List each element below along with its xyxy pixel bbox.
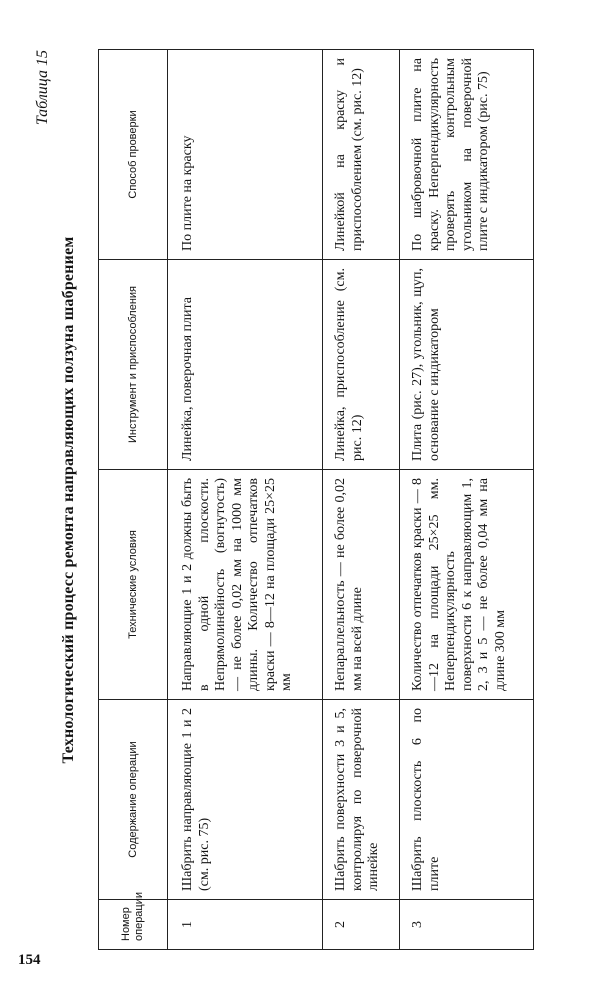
column-header: Технические условия <box>99 470 168 700</box>
technical-conditions: Количество отпечатков краски — 8—12 на площади 25×25 мм. Неперпендикулярность поверхности 6 к направляющим 1, 2, 3 и 5 — не более 0,04 мм на длине 300 мм <box>400 470 534 700</box>
operation-number: 3 <box>400 900 534 950</box>
technical-conditions: Непараллельность — не более 0,02 мм на всей длине <box>323 470 400 700</box>
table-row <box>323 50 400 950</box>
page-number: 154 <box>18 952 41 968</box>
operation-number: 1 <box>168 900 323 950</box>
tools-and-fixtures: Линейка, поверочная плита <box>168 260 323 470</box>
table-title: Технологический процесс ремонта направляющих ползуна шабрением <box>60 236 77 764</box>
operation-content: Шабрить плоскость 6 по плите <box>400 700 534 900</box>
column-header: Содержание операции <box>99 700 168 900</box>
operation-content: Шабрить поверхности 3 и 5, контролируя по поверочной линейке <box>323 700 400 900</box>
operation-number: 2 <box>323 900 400 950</box>
column-header: Номер операции <box>99 900 168 950</box>
table-row <box>168 50 323 950</box>
repair-process-table <box>98 49 534 950</box>
check-method: По шабровочной плите на краску. Неперпендикулярность проверять контрольным угольником на поверочной плите с индикатором (рис. 75) <box>400 50 534 260</box>
operation-content: Шабрить направляющие 1 и 2 (см. рис. 75) <box>168 700 323 900</box>
tools-and-fixtures: Линейка, приспособление (см. рис. 12) <box>323 260 400 470</box>
table-header-row <box>99 50 168 950</box>
column-header: Способ проверки <box>99 50 168 260</box>
check-method: Линейкой на краску и приспособлением (см. рис. 12) <box>323 50 400 260</box>
tools-and-fixtures: Плита (рис. 27), угольник, щуп, основание с индикатором <box>400 260 534 470</box>
column-header: Инструмент и приспособления <box>99 260 168 470</box>
check-method: По плите на краску <box>168 50 323 260</box>
rotated-page <box>30 50 570 950</box>
table-label: Таблица 15 <box>34 50 51 126</box>
technical-conditions: Направляющие 1 и 2 должны быть в одной плоскости. Непрямолинейность (вогнутость) — не более 0,02 мм на 1000 мм длины. Количество отпечатков краски — 8—12 на площади 25×25 мм <box>168 470 323 700</box>
table-row <box>400 50 534 950</box>
